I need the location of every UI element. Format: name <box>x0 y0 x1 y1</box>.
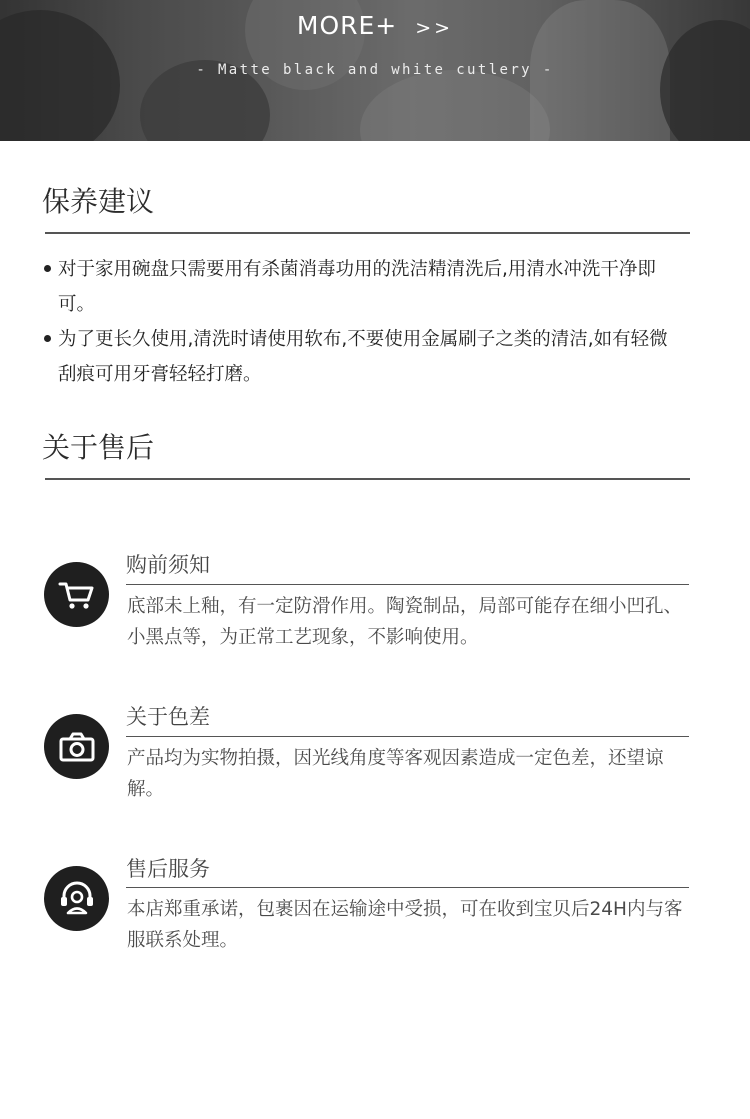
bullet-icon <box>44 335 51 342</box>
divider <box>45 232 690 234</box>
shopping-cart-icon <box>44 562 109 627</box>
info-heading: 售后服务 <box>126 857 210 881</box>
more-label: MORE+ <box>296 11 398 40</box>
info-text: 产品均为实物拍摄，因光线角度等客观因素造成一定色差，还望谅解。 <box>127 748 664 800</box>
banner-subtitle: - Matte black and white cutlery - <box>196 62 554 78</box>
divider <box>126 887 689 888</box>
info-heading: 购前须知 <box>126 553 210 577</box>
list-item-text: 为了更长久使用,清洗时请使用软布,不要使用金属刷子之类的清洁,如有轻微刮痕可用牙膏轻轻打磨。 <box>58 329 668 385</box>
divider <box>126 736 689 737</box>
list-item <box>44 252 684 322</box>
info-text: 本店郑重承诺，包裹因在运输途中受损，可在收到宝贝后24H内与客服联系处理。 <box>127 899 683 951</box>
after-sales-section-title: 关于售后 <box>42 431 155 464</box>
info-text: 底部未上釉，有一定防滑作用。陶瓷制品，局部可能存在细小凹孔、小黑点等，为正常工艺现象，不影响使用。 <box>127 596 683 648</box>
double-arrow-icon: >> <box>415 17 454 39</box>
list-item <box>44 322 684 392</box>
care-section-title: 保养建议 <box>42 185 155 218</box>
list-item-text: 对于家用碗盘只需要用有杀菌消毒功用的洗洁精清洗后,用清水冲洗干净即可。 <box>58 259 656 315</box>
customer-service-icon <box>44 866 109 931</box>
divider <box>126 584 689 585</box>
bullet-icon <box>44 265 51 272</box>
header-banner <box>0 0 750 141</box>
more-link[interactable] <box>0 11 750 40</box>
divider <box>45 478 690 480</box>
info-heading: 关于色差 <box>126 705 210 729</box>
camera-icon <box>44 714 109 779</box>
